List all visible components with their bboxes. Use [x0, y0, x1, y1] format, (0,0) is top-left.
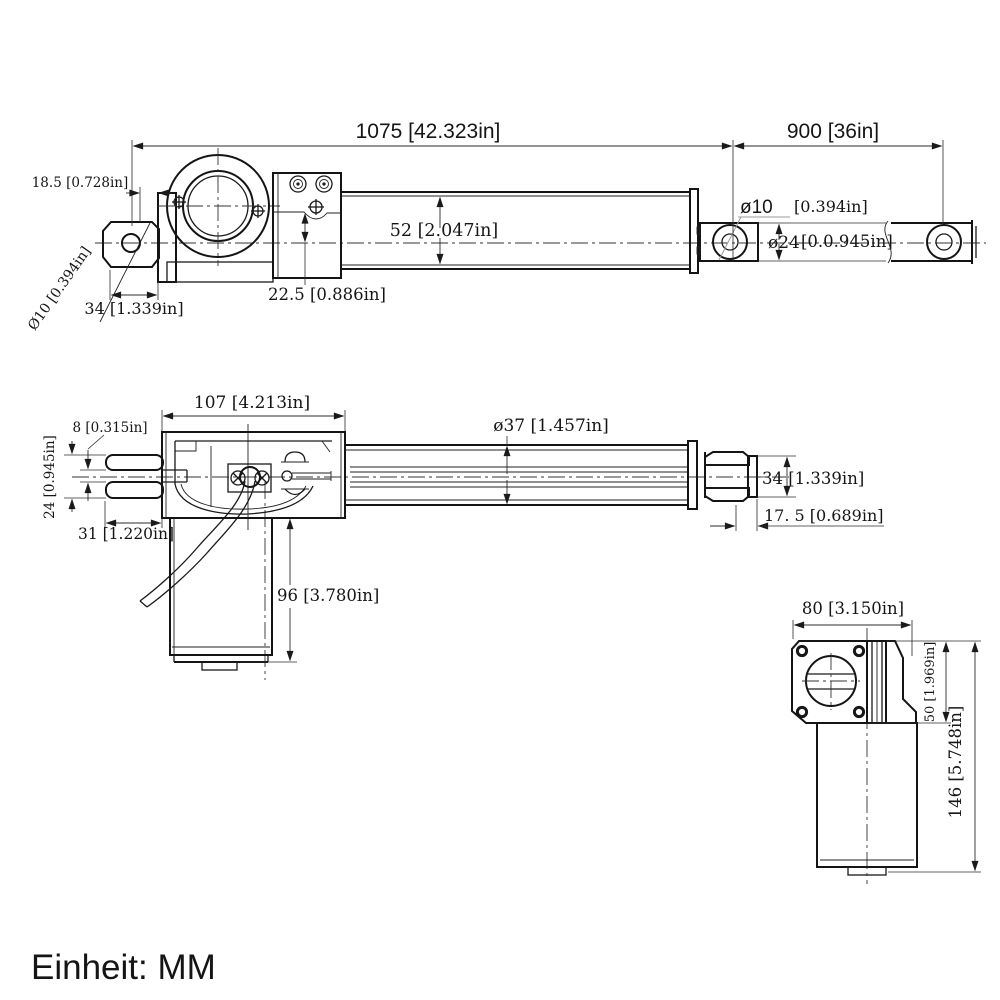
- plan-outer-tube: [345, 441, 697, 509]
- rod-end-retracted: [697, 223, 758, 261]
- flange-bolt-hole: [854, 646, 863, 655]
- motor-flange: [792, 641, 916, 723]
- dim-flange-width: 80 [3.150in]: [801, 599, 905, 618]
- gearbox-profile: [886, 641, 916, 723]
- plan-rod-clevis: [705, 452, 757, 501]
- flange-bolt-hole: [797, 707, 806, 716]
- dim-slot-width: 8 [0.315in]: [72, 420, 148, 436]
- dim-fork-length: 31 [1.220in]: [77, 525, 175, 543]
- housing-screw-1: [290, 176, 306, 192]
- side-view: [25, 120, 986, 334]
- extended-rod-hole: [936, 234, 952, 250]
- dim-motor-length: 96 [3.780in]: [277, 586, 380, 605]
- dim-rod-hole-dia-inch: [0.394in]: [794, 197, 868, 216]
- gear-housing: [162, 432, 345, 518]
- dim-fork-width: 24 [0.945in]: [42, 435, 58, 519]
- flange-bolt-hole: [797, 646, 806, 655]
- dim-clevis-hole-dia: Ø10 [0.394in]: [24, 243, 95, 334]
- flange-bolt-hole: [854, 707, 863, 716]
- motor-plan: [170, 518, 272, 670]
- housing-bolt: [308, 199, 324, 215]
- dim-rod-end-length: 17. 5 [0.689in]: [764, 506, 884, 525]
- dim-tube-dia: 52 [2.047in]: [389, 221, 499, 241]
- dim-overall-length: 1075 [42.323in]: [355, 120, 501, 143]
- plan-view: [42, 393, 884, 680]
- front-housing: [273, 173, 341, 278]
- unit-label: Einheit: MM: [31, 948, 216, 987]
- dim-housing-length: 107 [4.213in]: [193, 393, 311, 413]
- dim-rod-end-width: 34 [1.339in]: [762, 469, 865, 488]
- dim-plan-tube-dia: ø37 [1.457in]: [493, 416, 609, 436]
- dim-pin-to-face: 18.5 [0.728in]: [31, 175, 129, 191]
- dim-flange-height: 50 [1.969in]: [923, 641, 938, 723]
- housing-screw-2: [316, 176, 332, 192]
- plan-tube-cap: [688, 441, 697, 509]
- dim-rod-end-dia-inch: [0.0.945in]: [801, 232, 893, 251]
- gear-base: [167, 262, 273, 282]
- rod-end-hole: [722, 234, 738, 250]
- rod-end-extended: [891, 220, 976, 264]
- power-cable: [140, 481, 255, 607]
- dim-stroke-length: 900 [36in]: [786, 120, 880, 143]
- end-view: [792, 599, 981, 884]
- dim-rod-end-dia: ø24: [768, 233, 800, 253]
- dim-clevis-length: 34 [1.339in]: [84, 299, 184, 318]
- dim-overall-height: 146 [5.748in]: [946, 705, 965, 819]
- dim-rod-hole-dia: ø10: [740, 197, 773, 218]
- dim-mount-offset: 22.5 [0.886in]: [268, 285, 386, 304]
